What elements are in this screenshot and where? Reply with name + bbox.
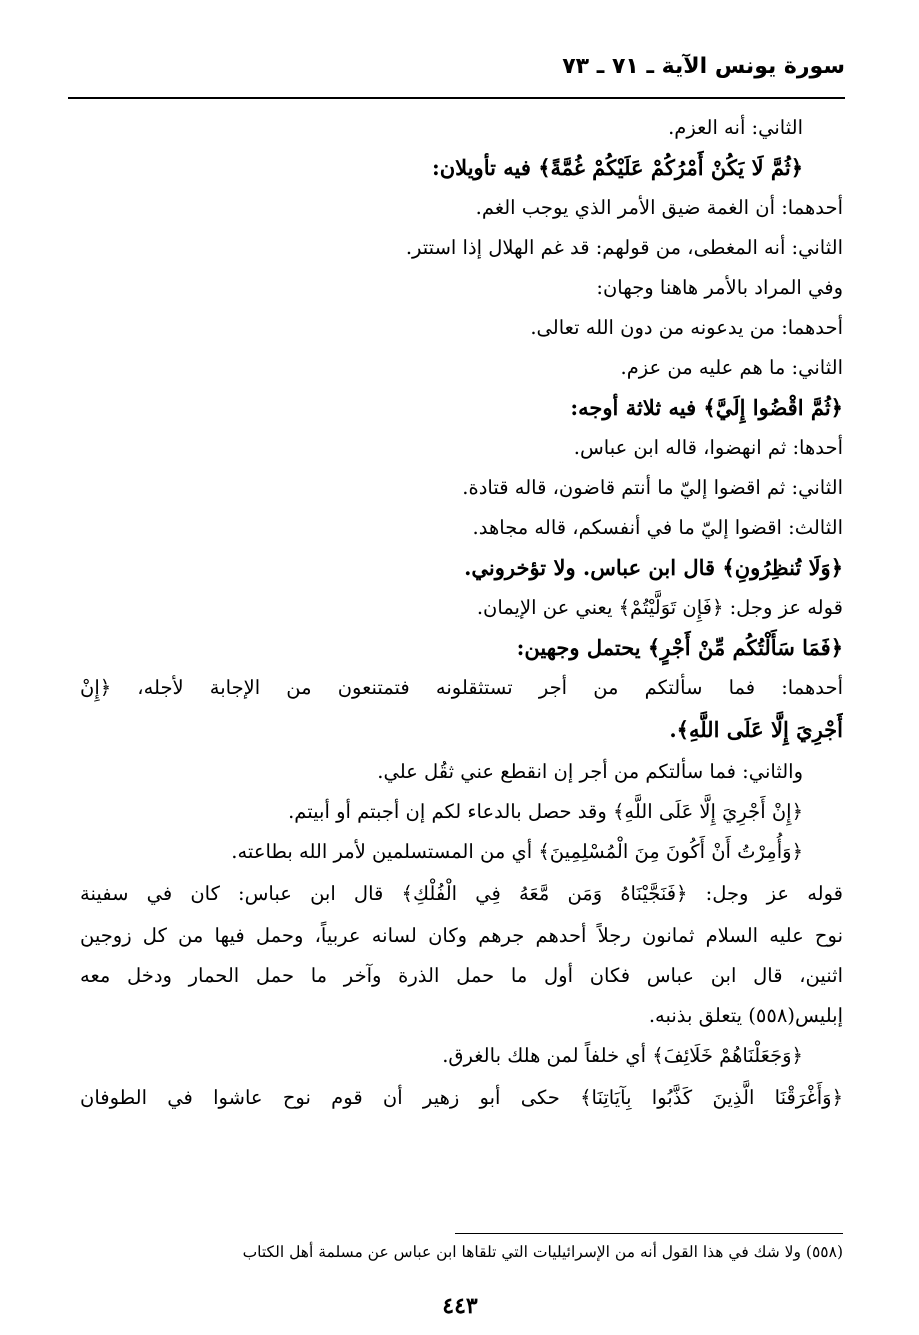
main-text	[80, 108, 843, 1120]
text-line: الثاني: أنه المغطى، من قولهم: قد غم الهلال إذا استتر.	[405, 236, 843, 259]
text-line: الثالث: اقضوا إليّ ما في أنفسكم، قاله مجاهد.	[472, 516, 843, 539]
text-line: الثاني: ما هم عليه من عزم.	[620, 356, 843, 379]
header-title: سورة يونس الآية ـ ٧١ ـ ٧٣	[562, 54, 845, 79]
text-line: اثنين، قال ابن عباس فكان أول ما حمل الذرة وآخر ما حمل الحمار ودخل معه	[80, 964, 843, 987]
text-line: أحدها: ثم انهضوا، قاله ابن عباس.	[573, 436, 843, 459]
text-line: ﴿وَأَغْرَقْنَا الَّذِينَ كَذَّبُوا بِآيَاتِنَا﴾ حكى أبو زهير أن قوم نوح عاشوا في الطوفان	[80, 1086, 843, 1109]
text-line: ﴿وَجَعَلْنَاهُمْ خَلَائِفَ﴾ أي خلفاً لمن هلك بالغرق.	[442, 1044, 803, 1067]
text-line: ﴿وَأُمِرْتُ أَنْ أَكُونَ مِنَ الْمُسْلِمِينَ﴾ أي من المستسلمين لأمر الله بطاعته.	[231, 840, 803, 863]
text-line: الثاني: أنه العزم.	[668, 116, 803, 139]
text-line: ﴿ثُمَّ لَا يَكُنْ أَمْرُكُمْ عَلَيْكُمْ غُمَّةً﴾ فيه تأويلان:	[432, 155, 803, 180]
running-header	[70, 52, 845, 92]
text-line: قوله عز وجل: ﴿فَنَجَّيْنَاهُ وَمَن مَّعَهُ فِي الْفُلْكِ﴾ قال ابن عباس: كان في سفينة	[80, 882, 843, 905]
text-line: ﴿إِنْ أَجْرِيَ إِلَّا عَلَى اللَّهِ﴾ وقد حصل بالدعاء لكم إن أجبتم أو أبيتم.	[288, 800, 803, 823]
header-rule	[68, 97, 845, 99]
text-line: ﴿وَلَا تُنظِرُونِ﴾ قال ابن عباس. ولا تؤخروني.	[464, 555, 843, 580]
text-line: والثاني: فما سألتكم من أجر إن انقطع عني ثقُل علي.	[377, 760, 803, 783]
text-line: أحدهما: من يدعونه من دون الله تعالى.	[530, 316, 843, 339]
text-line: أحدهما: فما سألتكم من أجر تستثقلونه فتمتنعون من الإجابة لأجله، ﴿إِنْ	[80, 676, 843, 699]
text-line: أحدهما: أن الغمة ضيق الأمر الذي يوجب الغم.	[475, 196, 843, 219]
text-line: قوله عز وجل: ﴿فَإِن تَوَلَّيْتُمْ﴾ يعني عن الإيمان.	[476, 596, 843, 619]
text-line: إبليس(٥٥٨) يتعلق بذنبه.	[648, 1004, 843, 1027]
footnote-separator	[455, 1233, 843, 1234]
footnote: (٥٥٨) ولا شك في هذا القول أنه من الإسرائيليات التي تلقاها ابن عباس عن مسلمة أهل الكتاب	[242, 1243, 843, 1261]
page-number: ٤٤٣	[442, 1293, 478, 1319]
text-line: الثاني: ثم اقضوا إليّ ما أنتم قاضون، قاله قتادة.	[462, 476, 843, 499]
text-line: ﴿فَمَا سَأَلْتُكُم مِّنْ أَجْرٍ﴾ يحتمل وجهين:	[516, 635, 843, 660]
text-line: وفي المراد بالأمر هاهنا وجهان:	[596, 276, 843, 299]
text-line: نوح عليه السلام ثمانون رجلاً أحدهم جرهم وكان لسانه عربياً، وحمل فيها من كل زوجين	[80, 924, 843, 947]
text-line: أَجْرِيَ إِلَّا عَلَى اللَّهِ﴾.	[669, 717, 843, 742]
text-line: ﴿ثُمَّ اقْضُوا إِلَيَّ﴾ فيه ثلاثة أوجه:	[570, 395, 843, 420]
